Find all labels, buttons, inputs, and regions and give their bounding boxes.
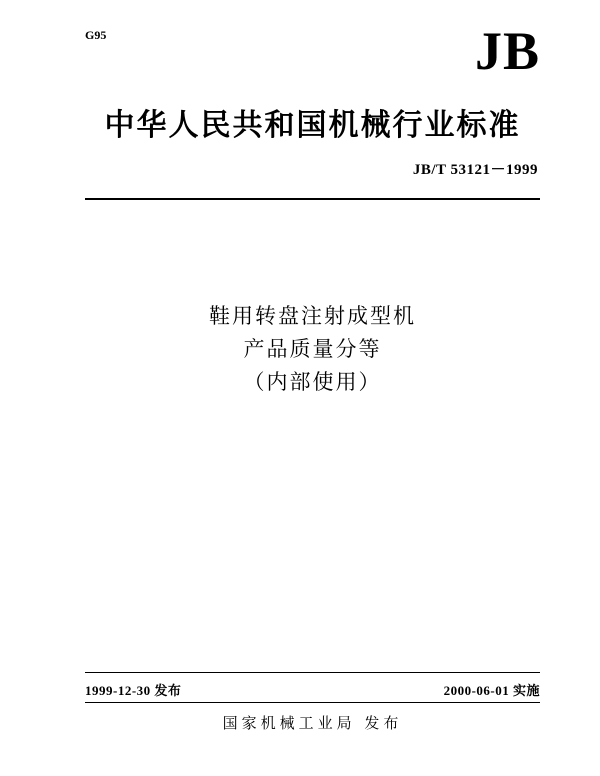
document-title: [85, 300, 540, 399]
cover-content: [85, 0, 540, 776]
document-title-line-3: （内部使用）: [243, 370, 382, 394]
document-title-line-1: 鞋用转盘注射成型机: [209, 304, 416, 328]
footer-divider-bottom: [85, 702, 540, 703]
classification-mark: G95: [85, 28, 107, 42]
jb-logo: JB: [474, 21, 540, 81]
footer-divider-top: [85, 672, 540, 673]
issue-date: 1999-12-30 发布: [85, 683, 182, 698]
standard-series-title: 中华人民共和国机械行业标准: [104, 108, 521, 143]
issuing-authority: 国家机械工业局 发布: [222, 714, 403, 732]
document-title-line-2: 产品质量分等: [243, 337, 382, 361]
header-divider: [85, 198, 540, 200]
effective-date: 2000-06-01 实施: [443, 683, 540, 698]
standard-number: JB/T 53121－1999: [412, 162, 538, 178]
